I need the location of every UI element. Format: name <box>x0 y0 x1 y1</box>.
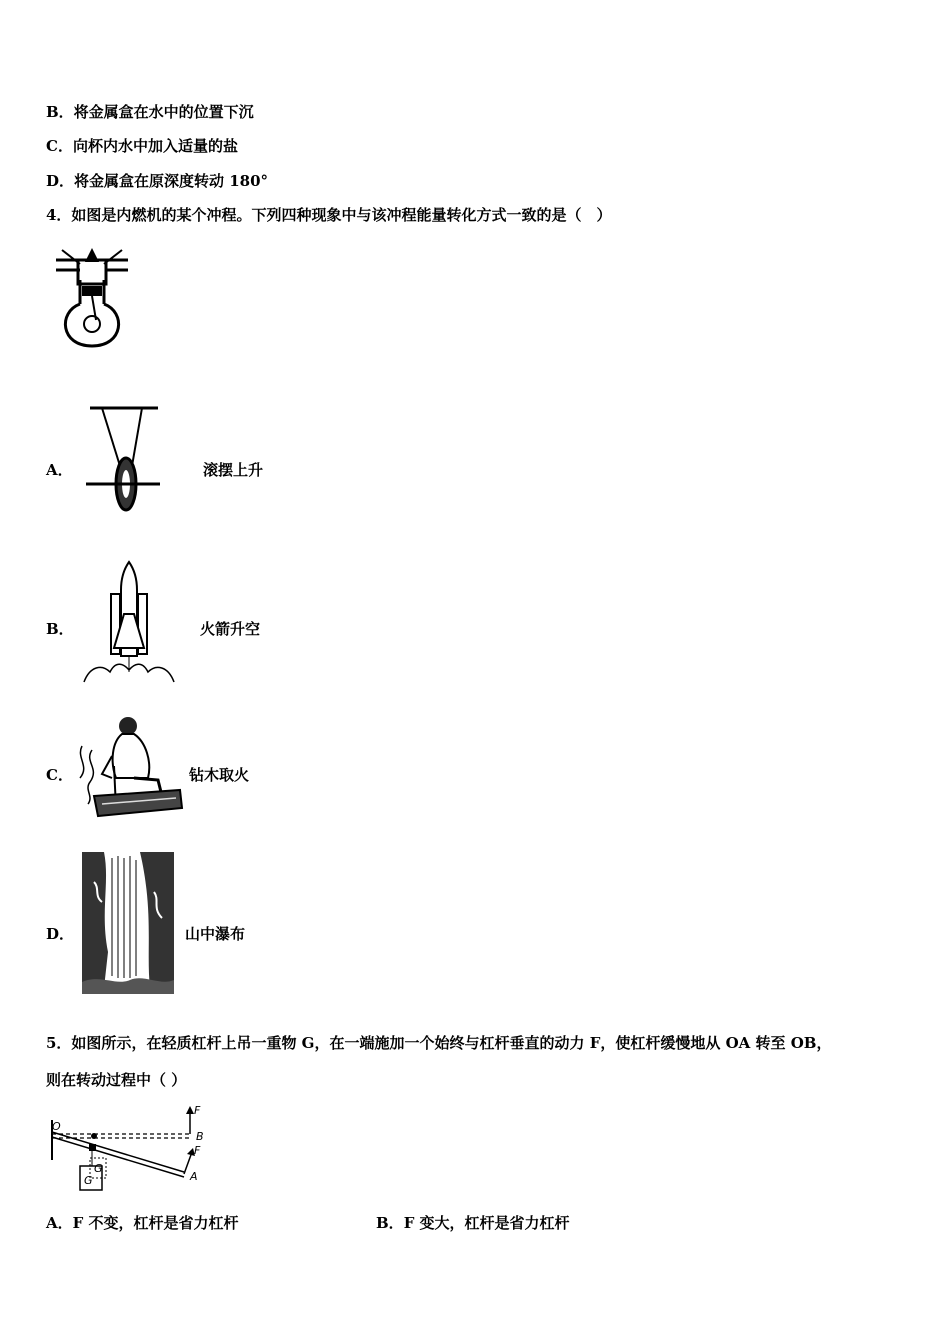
q5-option-b-text: F 变大，杠杆是省力杠杆 <box>403 1214 570 1232</box>
waterfall-figure <box>80 852 176 996</box>
q4-option-b-label: B． <box>46 620 74 638</box>
lever-label-g-top: G <box>94 1162 103 1175</box>
lever-label-b: B <box>196 1130 204 1143</box>
q5-option-a-text: F 不变，杠杆是省力杠杆 <box>72 1214 239 1232</box>
lever-label-f-top: F <box>194 1104 201 1117</box>
engine-stroke-figure <box>52 246 132 352</box>
lever-label-f-bottom: F <box>194 1144 201 1157</box>
lever-label-o: O <box>52 1120 61 1133</box>
rolling-pendulum-figure <box>84 404 162 516</box>
q5-stem-line2: 则在转动过程中（ ） <box>46 1071 187 1089</box>
lever-label-g-bottom: G <box>84 1174 93 1187</box>
q4-option-b-text: 火箭升空 <box>200 620 261 638</box>
q3-option-b: B．将金属盒在水中的位置下沉 <box>46 103 254 121</box>
q4-option-a-label: A． <box>46 461 73 479</box>
q3-option-d: D．将金属盒在原深度转动 180° <box>46 172 269 190</box>
q5-option-b <box>376 1212 570 1233</box>
q4-stem: 4．如图是内燃机的某个冲程。下列四种现象中与该冲程能量转化方式一致的是（ ） <box>46 206 612 224</box>
q4-option-d-text: 山中瀑布 <box>185 925 246 943</box>
q5-option-a-label: A． <box>46 1214 73 1232</box>
q4-option-c-label: C． <box>46 766 73 784</box>
q5-stem-line1: 5．如图所示，在轻质杠杆上吊一重物 G，在一端施加一个始终与杠杆垂直的动力 F，使杠杆缓慢地从 OA 转至 OB， <box>46 1034 832 1052</box>
q3-option-c: C．向杯内水中加入适量的盐 <box>46 137 238 155</box>
q5-option-b-label: B． <box>376 1214 404 1232</box>
lever-diagram <box>44 1100 214 1196</box>
rocket-launch-figure <box>80 560 178 684</box>
drilling-wood-figure <box>72 712 184 822</box>
q5-option-a <box>46 1212 239 1233</box>
q4-option-c-text: 钻木取火 <box>189 766 250 784</box>
q4-option-a-text: 滚摆上升 <box>203 461 264 479</box>
lever-label-a: A <box>190 1170 198 1183</box>
q4-option-d-label: D． <box>46 925 75 943</box>
